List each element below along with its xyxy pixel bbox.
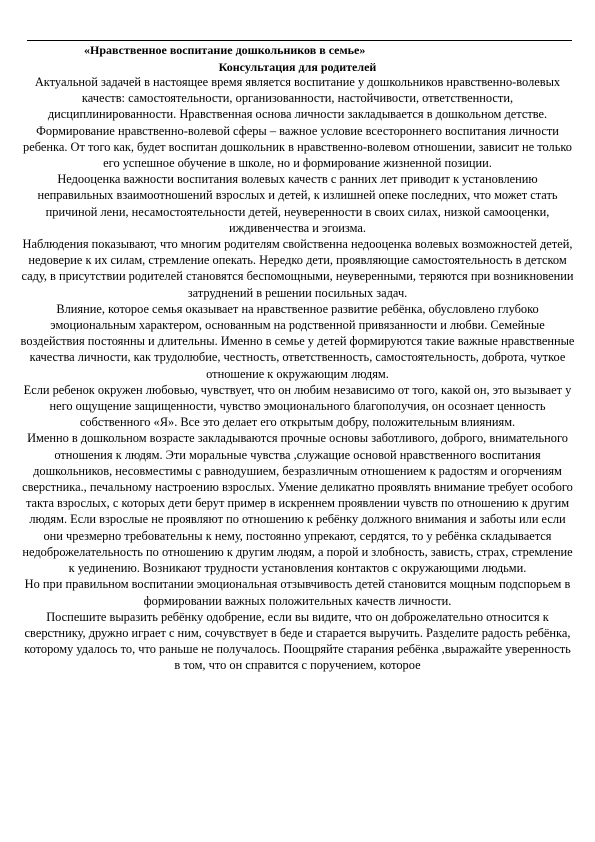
top-rule — [27, 40, 572, 41]
document-body — [20, 74, 575, 674]
paragraph: Формирование нравственно-волевой сферы – важное условие всестороннего воспитания личности ребенка. От того как, будет воспитан дошкольник в нравственно-волевом отношении, зависит не только его успешное обучение в школе, но и формирование жизненной позиции. — [23, 123, 572, 171]
paragraph: Актуальной задачей в настоящее время является воспитание у дошкольников нравственно-волевых качеств: самостоятельности, организованности, настойчивости, ответственности, дисциплинированности. Нравственная основа личности закладывается в дошкольном детстве. — [34, 75, 561, 122]
paragraph: Именно в дошкольном возрасте закладываются прочные основы заботливого, доброго, внимательного отношения к людям. Эти моральные чувства ,служащие основой нравственного воспитания дошкольников, несовместимы с равнодушием, безразличным отношением к радостям и огорчениям сверстника., печальному настроению взрослых. Умение деликатно проявлять внимание требует особого такта взрослых, с которых дети берут пример в искреннем проявлении чувств по отношению к другим людям. Если взрослые не проявляют по отношению к ребёнку должного внимания и заботы или если они чрезмерно требовательны к нему, постоянно упрекают, сердятся, то у ребёнка складывается недоброжелательность по отношению к другим людям, а порой и злобность, зависть, страх, стремление к уединению. Возникают трудности установления контактов с окружающими людьми. — [22, 431, 573, 576]
paragraph: Недооценка важности воспитания волевых качеств с ранних лет приводит к установлению неправильных взаимоотношений взрослых и детей, к излишней опеке последних, что может стать причиной лени, несамостоятельности детей, неуверенности в своих силах, низкой самооценки, иждивенчества и эгоизма. — [37, 172, 558, 235]
paragraph: Влияние, которое семья оказывает на нравственное развитие ребёнка, обусловлено глубоко эмоциональным характером, основанным на родственной привязанности и любви. Семейные воздействия постоянны и длительны. Именно в семье у детей формируются такие важные нравственные качества личности, как трудолюбие, честность, ответственность, самостоятельность, доброта, чуткое отношение к окружающим людям. — [20, 301, 575, 381]
paragraph: Но при правильном воспитании эмоциональная отзывчивость детей становится мощным подспорьем в формировании важных положительных качеств личности. — [24, 577, 571, 608]
document-subtitle: Консультация для родителей — [218, 60, 377, 74]
paragraph: Наблюдения показывают, что многим родителям свойственна недооценка волевых возможностей детей, недоверие к их силам, стремление опекать. Нередко дети, проявляющие самостоятельность в детском саду, в присутствии родителей становятся беспомощными, неуверенными, теряются при возникновении затруднений в решении посильных задач. — [21, 237, 574, 300]
paragraph: Если ребенок окружен любовью, чувствует, что он любим независимо от того, какой он, это вызывает у него ощущение защищенности, чувство эмоционального благополучия, он осознает ценность собственного «Я». Все это делает его открытым добру, положительным влияниям. — [23, 382, 572, 430]
document-title: «Нравственное воспитание дошкольников в семье» — [84, 43, 366, 57]
paragraph: Поспешите выразить ребёнку одобрение, если вы видите, что он доброжелательно относится к сверстнику, дружно играет с ним, сочувствует в беде и старается выручить. Разделите радость ребёнка, которому удалось то, что раньше не получалось. Поощряйте старания ребёнка ,выражайте уверенность в том, что он справится с поручением, которое — [24, 609, 571, 673]
